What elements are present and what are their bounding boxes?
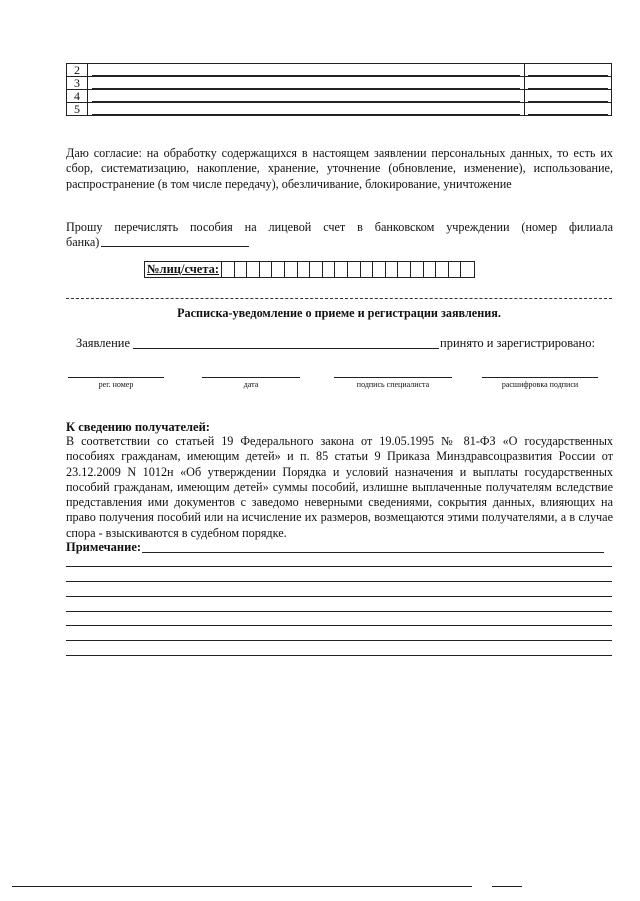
account-digit-box[interactable] — [411, 262, 424, 277]
row-number: 2 — [67, 64, 88, 77]
account-digit-box[interactable] — [335, 262, 348, 277]
account-digit-box[interactable] — [436, 262, 449, 277]
reg-number-caption: рег. номер — [98, 380, 134, 389]
decoding-caption: расшифровка подписи — [501, 380, 579, 389]
row-side-cell[interactable] — [525, 90, 612, 103]
notice-paragraph: В соответствии со статьей 19 Федерального закона от 19.05.1995 № 81-ФЗ «О государственных пособиях гражданам, имеющим детей» и п. 85 статьи 9 Приказа Минздравсоцразвития России от 23.12.2009 N 1012н «Об утверждении Порядка и условий назначения и выплаты государственных пособий гражданам, имеющим детей» суммы пособий, излишне выплаченные получателям вследствие представления ими документов с заведомо неверными сведениями, сокрытия данных, влияющих на право получения пособий или на исчисление их размеров, возмещаются этими получателями, а в случае спора - взыскиваются в судебном порядке. — [66, 434, 613, 540]
account-digit-box[interactable] — [285, 262, 298, 277]
bank-label: банка) — [66, 235, 100, 249]
account-digit-box[interactable] — [348, 262, 361, 277]
numbered-rows-table — [66, 63, 612, 116]
row-side-cell[interactable] — [525, 77, 612, 90]
note-line-5[interactable] — [66, 611, 612, 612]
account-digit-box[interactable] — [310, 262, 323, 277]
account-digit-box[interactable] — [323, 262, 336, 277]
table-row — [67, 77, 612, 90]
account-number-label: №лиц/счета: — [145, 262, 222, 277]
row-main-cell[interactable] — [88, 103, 525, 116]
note-line-8[interactable] — [66, 655, 612, 656]
cut-line-divider — [66, 298, 612, 299]
table-row — [67, 64, 612, 77]
note-line-2[interactable] — [66, 566, 612, 567]
accepted-label: принято и зарегистрировано: — [440, 336, 595, 350]
account-digit-box[interactable] — [449, 262, 462, 277]
note-line-7[interactable] — [66, 640, 612, 641]
reg-number-field[interactable] — [68, 377, 164, 378]
account-digit-box[interactable] — [272, 262, 285, 277]
account-digit-box[interactable] — [222, 262, 235, 277]
notice-heading: К сведению получателей: — [66, 420, 210, 434]
row-main-cell[interactable] — [88, 90, 525, 103]
row-main-cell[interactable] — [88, 64, 525, 77]
bank-branch-field[interactable] — [101, 246, 249, 247]
account-digit-box[interactable] — [260, 262, 273, 277]
account-digit-box[interactable] — [235, 262, 248, 277]
transfer-request-text: Прошу перечислять пособия на лицевой счет в банковском учреждении (номер филиала — [66, 220, 613, 234]
footer-line-short — [492, 886, 522, 887]
signature-decoding-field[interactable] — [482, 377, 598, 378]
date-caption: дата — [243, 380, 259, 389]
account-digit-box[interactable] — [298, 262, 311, 277]
note-line-6[interactable] — [66, 625, 612, 626]
row-main-cell[interactable] — [88, 77, 525, 90]
footer-line — [12, 886, 472, 887]
table-row — [67, 103, 612, 116]
statement-label: Заявление — [76, 336, 131, 350]
table-row — [67, 90, 612, 103]
account-number-field[interactable] — [144, 261, 475, 278]
note-line-1[interactable] — [142, 552, 604, 553]
note-line-3[interactable] — [66, 581, 612, 582]
account-digit-box[interactable] — [247, 262, 260, 277]
statement-field[interactable] — [133, 348, 439, 349]
note-line-4[interactable] — [66, 596, 612, 597]
account-digit-box[interactable] — [424, 262, 437, 277]
row-side-cell[interactable] — [525, 103, 612, 116]
account-digit-box[interactable] — [361, 262, 374, 277]
account-digit-box[interactable] — [398, 262, 411, 277]
account-digit-box[interactable] — [373, 262, 386, 277]
receipt-title: Расписка-уведомление о приеме и регистрации заявления. — [177, 306, 501, 320]
date-field[interactable] — [202, 377, 300, 378]
row-side-cell[interactable] — [525, 64, 612, 77]
note-label: Примечание: — [66, 540, 142, 554]
row-number: 4 — [67, 90, 88, 103]
consent-paragraph: Даю согласие: на обработку содержащихся в настоящем заявлении персональных данных, то есть их сбор, систематизацию, накопление, хранение, уточнение (обновление, изменение), использование, распространение (в том числе передачу), обезличивание, блокирование, уничтожение — [66, 146, 613, 191]
signature-field[interactable] — [334, 377, 452, 378]
row-number: 5 — [67, 103, 88, 116]
account-digit-box[interactable] — [461, 262, 474, 277]
row-number: 3 — [67, 77, 88, 90]
signature-caption: подпись специалиста — [356, 380, 430, 389]
account-digit-box[interactable] — [386, 262, 399, 277]
